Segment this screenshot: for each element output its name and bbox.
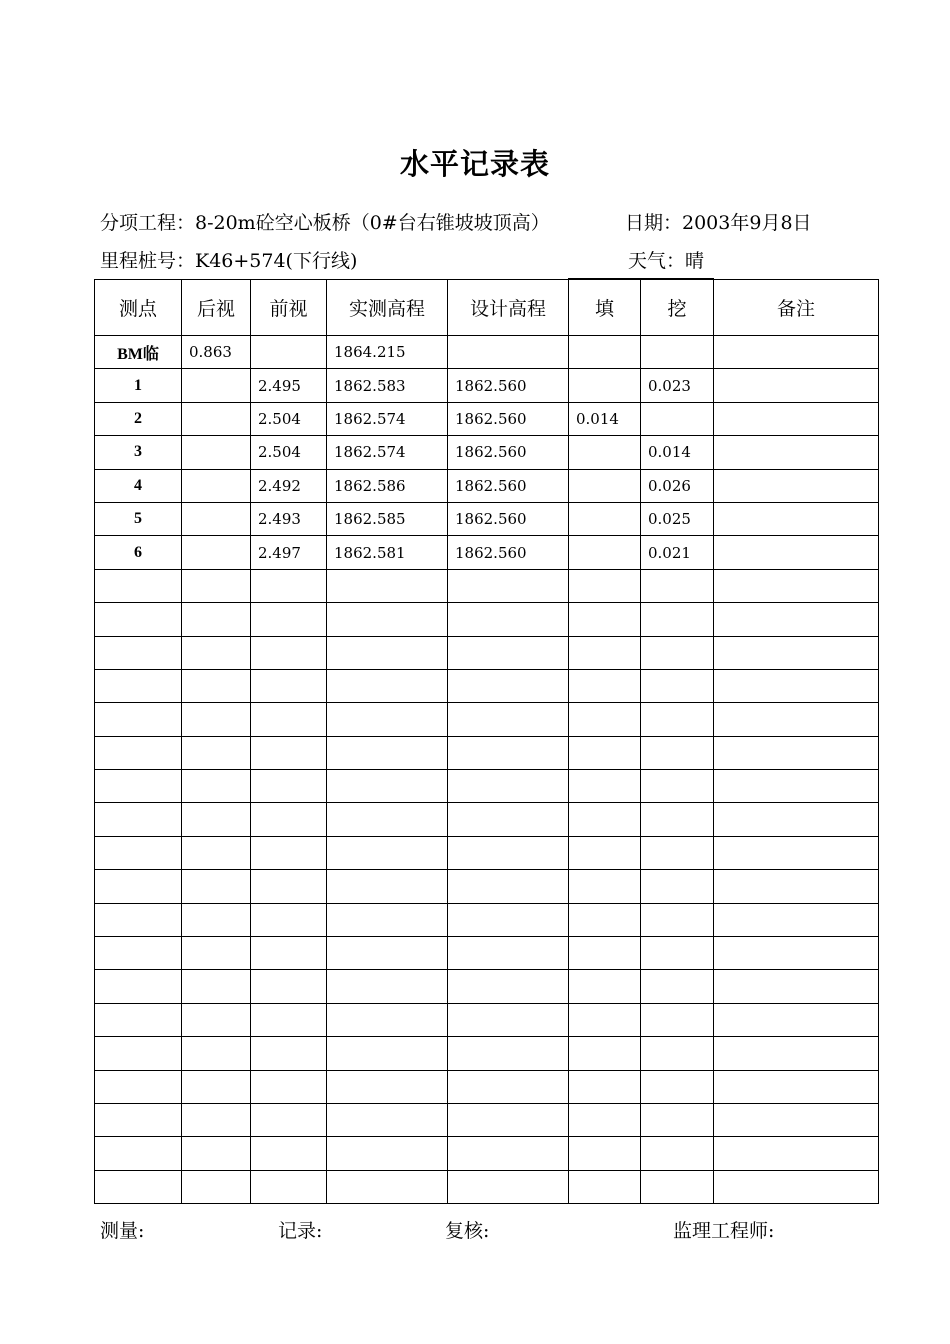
- table-cell-blank: [714, 1037, 879, 1070]
- table-cell-blank: [95, 970, 182, 1003]
- footer-supervisor: 监理工程师:: [673, 1220, 775, 1242]
- table-cell-blank: [182, 669, 251, 702]
- table-cell-blank: [641, 1170, 714, 1203]
- cell-backsight: [182, 369, 251, 402]
- table-cell-blank: [569, 603, 641, 636]
- table-cell-blank: [641, 870, 714, 903]
- table-cell-blank: [251, 903, 327, 936]
- table-cell-blank: [182, 1070, 251, 1103]
- table-cell-blank: [182, 1103, 251, 1136]
- table-cell-blank: [448, 1137, 569, 1170]
- cell-foresight: [251, 336, 327, 369]
- table-cell-blank: [327, 1103, 448, 1136]
- table-cell-blank: [327, 1037, 448, 1070]
- table-cell-blank: [251, 836, 327, 869]
- table-cell-blank: [251, 569, 327, 602]
- table-cell-blank: [714, 903, 879, 936]
- table-cell-blank: [714, 836, 879, 869]
- table-cell-blank: [569, 803, 641, 836]
- cell-design: 1862.560: [448, 536, 569, 569]
- cell-fill: [569, 336, 641, 369]
- table-cell-blank: [448, 669, 569, 702]
- table-cell-blank: [448, 803, 569, 836]
- table-cell-blank: [327, 703, 448, 736]
- table-cell-blank: [95, 703, 182, 736]
- table-cell-blank: [95, 669, 182, 702]
- date-label: 日期：2003年9月8日: [625, 212, 812, 234]
- table-cell-blank: [251, 870, 327, 903]
- table-cell-blank: [569, 836, 641, 869]
- table-cell-blank: [251, 1070, 327, 1103]
- table-cell-blank: [182, 770, 251, 803]
- footer-record: 记录:: [278, 1220, 323, 1242]
- cell-foresight: 2.493: [251, 502, 327, 535]
- cell-remarks: [714, 402, 879, 435]
- table-cell-blank: [327, 937, 448, 970]
- table-cell-blank: [641, 1103, 714, 1136]
- table-cell-blank: [569, 636, 641, 669]
- table-cell-blank: [251, 1037, 327, 1070]
- table-row: [95, 369, 879, 402]
- table-cell-blank: [327, 1170, 448, 1203]
- table-cell-blank: [641, 1003, 714, 1036]
- table-cell-blank: [182, 1003, 251, 1036]
- table-cell-blank: [641, 736, 714, 769]
- col-header-fill: 填: [569, 279, 641, 336]
- table-cell-blank: [448, 903, 569, 936]
- table-cell-blank: [641, 770, 714, 803]
- page-title: 水平记录表: [399, 147, 550, 181]
- table-cell-blank: [182, 636, 251, 669]
- cell-cut: [641, 336, 714, 369]
- cell-measured: 1864.215: [327, 336, 448, 369]
- cell-cut: 0.026: [641, 469, 714, 502]
- table-cell-blank: [251, 970, 327, 1003]
- weather-label: 天气：晴: [628, 250, 705, 272]
- table-row: [95, 436, 879, 469]
- cell-fill: [569, 502, 641, 535]
- table-cell-blank: [95, 836, 182, 869]
- table-cell-blank: [569, 736, 641, 769]
- cell-foresight: 2.497: [251, 536, 327, 569]
- col-header-measured-elevation: 实测高程: [327, 279, 448, 336]
- table-cell-blank: [95, 736, 182, 769]
- table-cell-blank: [569, 1037, 641, 1070]
- cell-measured: 1862.583: [327, 369, 448, 402]
- table-cell-blank: [641, 703, 714, 736]
- table-cell-blank: [448, 1170, 569, 1203]
- cell-foresight: 2.504: [251, 402, 327, 435]
- table-cell-blank: [327, 770, 448, 803]
- cell-cut: 0.025: [641, 502, 714, 535]
- table-cell-blank: [95, 903, 182, 936]
- cell-point: 2: [95, 402, 182, 435]
- table-cell-blank: [641, 636, 714, 669]
- table-cell-blank: [251, 770, 327, 803]
- table-cell-blank: [569, 970, 641, 1003]
- station-label: 里程桩号：K46+574(下行线): [100, 250, 358, 272]
- table-cell-blank: [448, 569, 569, 602]
- cell-measured: 1862.585: [327, 502, 448, 535]
- table-cell-blank: [327, 1070, 448, 1103]
- table-cell-blank: [95, 1003, 182, 1036]
- table-cell-blank: [448, 870, 569, 903]
- table-cell-blank: [182, 1170, 251, 1203]
- table-cell-blank: [251, 669, 327, 702]
- table-cell-blank: [95, 636, 182, 669]
- table-cell-blank: [251, 1170, 327, 1203]
- table-cell-blank: [95, 1070, 182, 1103]
- table-row: [95, 336, 879, 369]
- table-row-blank: [95, 1037, 879, 1070]
- cell-remarks: [714, 369, 879, 402]
- table-cell-blank: [182, 603, 251, 636]
- cell-cut: [641, 402, 714, 435]
- table-cell-blank: [327, 569, 448, 602]
- table-row-blank: [95, 569, 879, 602]
- table-cell-blank: [182, 1137, 251, 1170]
- cell-foresight: 2.504: [251, 436, 327, 469]
- table-cell-blank: [714, 970, 879, 1003]
- table-cell-blank: [569, 870, 641, 903]
- table-cell-blank: [641, 970, 714, 1003]
- cell-point: 1: [95, 369, 182, 402]
- cell-design: 1862.560: [448, 469, 569, 502]
- table-row-blank: [95, 736, 879, 769]
- table-cell-blank: [641, 1037, 714, 1070]
- cell-fill: [569, 536, 641, 569]
- col-header-point: 测点: [95, 279, 182, 336]
- table-row-blank: [95, 836, 879, 869]
- table-cell-blank: [714, 770, 879, 803]
- table-cell-blank: [327, 669, 448, 702]
- table-cell-blank: [569, 903, 641, 936]
- cell-remarks: [714, 469, 879, 502]
- cell-remarks: [714, 336, 879, 369]
- table-cell-blank: [714, 603, 879, 636]
- table-row-blank: [95, 669, 879, 702]
- table-row-blank: [95, 603, 879, 636]
- table-cell-blank: [182, 903, 251, 936]
- table-cell-blank: [714, 870, 879, 903]
- table-cell-blank: [182, 736, 251, 769]
- table-cell-blank: [251, 937, 327, 970]
- table-row: [95, 469, 879, 502]
- table-cell-blank: [641, 803, 714, 836]
- table-cell-blank: [95, 569, 182, 602]
- table-row-blank: [95, 1003, 879, 1036]
- table-cell-blank: [251, 603, 327, 636]
- table-row-blank: [95, 937, 879, 970]
- table-cell-blank: [448, 636, 569, 669]
- table-cell-blank: [448, 770, 569, 803]
- table-cell-blank: [327, 870, 448, 903]
- footer-survey: 测量:: [100, 1220, 145, 1242]
- table-cell-blank: [569, 1103, 641, 1136]
- table-cell-blank: [448, 937, 569, 970]
- table-row: [95, 536, 879, 569]
- table-cell-blank: [448, 603, 569, 636]
- col-header-remarks: 备注: [714, 279, 879, 336]
- table-cell-blank: [95, 603, 182, 636]
- cell-backsight: 0.863: [182, 336, 251, 369]
- table-cell-blank: [569, 1070, 641, 1103]
- col-header-cut: 挖: [641, 279, 714, 336]
- table-cell-blank: [641, 569, 714, 602]
- table-row-blank: [95, 770, 879, 803]
- table-cell-blank: [182, 703, 251, 736]
- cell-foresight: 2.492: [251, 469, 327, 502]
- table-cell-blank: [714, 636, 879, 669]
- table-cell-blank: [327, 836, 448, 869]
- table-cell-blank: [327, 903, 448, 936]
- table-cell-blank: [569, 669, 641, 702]
- col-header-design-elevation: 设计高程: [448, 279, 569, 336]
- cell-measured: 1862.586: [327, 469, 448, 502]
- table-row-blank: [95, 1103, 879, 1136]
- table-cell-blank: [448, 1003, 569, 1036]
- table-cell-blank: [569, 1003, 641, 1036]
- table-cell-blank: [95, 803, 182, 836]
- table-cell-blank: [448, 970, 569, 1003]
- table-cell-blank: [182, 970, 251, 1003]
- table-row-blank: [95, 970, 879, 1003]
- table-cell-blank: [714, 803, 879, 836]
- table-cell-blank: [95, 770, 182, 803]
- table-cell-blank: [251, 1103, 327, 1136]
- cell-backsight: [182, 502, 251, 535]
- table-cell-blank: [714, 569, 879, 602]
- level-record-table: [94, 278, 879, 1204]
- table-cell-blank: [327, 636, 448, 669]
- table-cell-blank: [569, 1137, 641, 1170]
- table-cell-blank: [714, 937, 879, 970]
- table-cell-blank: [569, 1170, 641, 1203]
- table-cell-blank: [182, 569, 251, 602]
- col-header-foresight: 前视: [251, 279, 327, 336]
- cell-design: 1862.560: [448, 402, 569, 435]
- cell-fill: 0.014: [569, 402, 641, 435]
- table-cell-blank: [251, 1003, 327, 1036]
- cell-point: BM临: [95, 336, 182, 369]
- table-cell-blank: [95, 1037, 182, 1070]
- table-cell-blank: [95, 937, 182, 970]
- table-row-blank: [95, 903, 879, 936]
- cell-point: 5: [95, 502, 182, 535]
- table-header-row: [95, 279, 879, 336]
- project-label: 分项工程：8-20m砼空心板桥（0#台右锥坡坡顶高）: [100, 212, 550, 234]
- table-cell-blank: [641, 903, 714, 936]
- cell-cut: 0.023: [641, 369, 714, 402]
- table-cell-blank: [641, 669, 714, 702]
- table-cell-blank: [641, 836, 714, 869]
- table-cell-blank: [95, 1170, 182, 1203]
- table-cell-blank: [327, 603, 448, 636]
- table-cell-blank: [327, 736, 448, 769]
- table-cell-blank: [95, 1103, 182, 1136]
- table-cell-blank: [448, 703, 569, 736]
- cell-point: 3: [95, 436, 182, 469]
- table-cell-blank: [714, 736, 879, 769]
- cell-point: 4: [95, 469, 182, 502]
- cell-remarks: [714, 536, 879, 569]
- table-cell-blank: [714, 1003, 879, 1036]
- table-row-blank: [95, 1137, 879, 1170]
- table-cell-blank: [327, 970, 448, 1003]
- table-cell-blank: [182, 870, 251, 903]
- cell-backsight: [182, 402, 251, 435]
- table-cell-blank: [569, 770, 641, 803]
- cell-backsight: [182, 469, 251, 502]
- table-cell-blank: [569, 703, 641, 736]
- table-cell-blank: [714, 1137, 879, 1170]
- table-row-blank: [95, 803, 879, 836]
- cell-design: 1862.560: [448, 436, 569, 469]
- table-cell-blank: [448, 1070, 569, 1103]
- cell-cut: 0.014: [641, 436, 714, 469]
- table-row-blank: [95, 1070, 879, 1103]
- table-cell-blank: [95, 870, 182, 903]
- cell-point: 6: [95, 536, 182, 569]
- table-cell-blank: [327, 1137, 448, 1170]
- table-cell-blank: [714, 669, 879, 702]
- table-row-blank: [95, 870, 879, 903]
- table-cell-blank: [641, 1070, 714, 1103]
- cell-measured: 1862.581: [327, 536, 448, 569]
- table-cell-blank: [714, 1070, 879, 1103]
- cell-backsight: [182, 436, 251, 469]
- table-cell-blank: [182, 803, 251, 836]
- table-row-blank: [95, 636, 879, 669]
- table-cell-blank: [448, 736, 569, 769]
- table-cell-blank: [714, 1170, 879, 1203]
- table-cell-blank: [641, 1137, 714, 1170]
- table-cell-blank: [327, 803, 448, 836]
- table-cell-blank: [182, 836, 251, 869]
- table-cell-blank: [251, 703, 327, 736]
- table-cell-blank: [448, 836, 569, 869]
- table-cell-blank: [714, 703, 879, 736]
- table-cell-blank: [251, 803, 327, 836]
- table-cell-blank: [569, 937, 641, 970]
- table-cell-blank: [327, 1003, 448, 1036]
- cell-remarks: [714, 436, 879, 469]
- cell-fill: [569, 436, 641, 469]
- table-row-blank: [95, 703, 879, 736]
- cell-remarks: [714, 502, 879, 535]
- table-cell-blank: [641, 937, 714, 970]
- footer-check: 复核:: [445, 1220, 490, 1242]
- table-cell-blank: [251, 1137, 327, 1170]
- table-row: [95, 402, 879, 435]
- cell-measured: 1862.574: [327, 402, 448, 435]
- col-header-backsight: 后视: [182, 279, 251, 336]
- table-row: [95, 502, 879, 535]
- table-cell-blank: [251, 736, 327, 769]
- table-cell-blank: [569, 569, 641, 602]
- cell-cut: 0.021: [641, 536, 714, 569]
- table-cell-blank: [641, 603, 714, 636]
- cell-foresight: 2.495: [251, 369, 327, 402]
- cell-design: [448, 336, 569, 369]
- cell-fill: [569, 469, 641, 502]
- table-cell-blank: [182, 1037, 251, 1070]
- cell-measured: 1862.574: [327, 436, 448, 469]
- table-cell-blank: [95, 1137, 182, 1170]
- table-cell-blank: [714, 1103, 879, 1136]
- table-cell-blank: [448, 1103, 569, 1136]
- table-cell-blank: [251, 636, 327, 669]
- table-cell-blank: [182, 937, 251, 970]
- cell-design: 1862.560: [448, 369, 569, 402]
- cell-fill: [569, 369, 641, 402]
- table-cell-blank: [448, 1037, 569, 1070]
- cell-design: 1862.560: [448, 502, 569, 535]
- cell-backsight: [182, 536, 251, 569]
- table-row-blank: [95, 1170, 879, 1203]
